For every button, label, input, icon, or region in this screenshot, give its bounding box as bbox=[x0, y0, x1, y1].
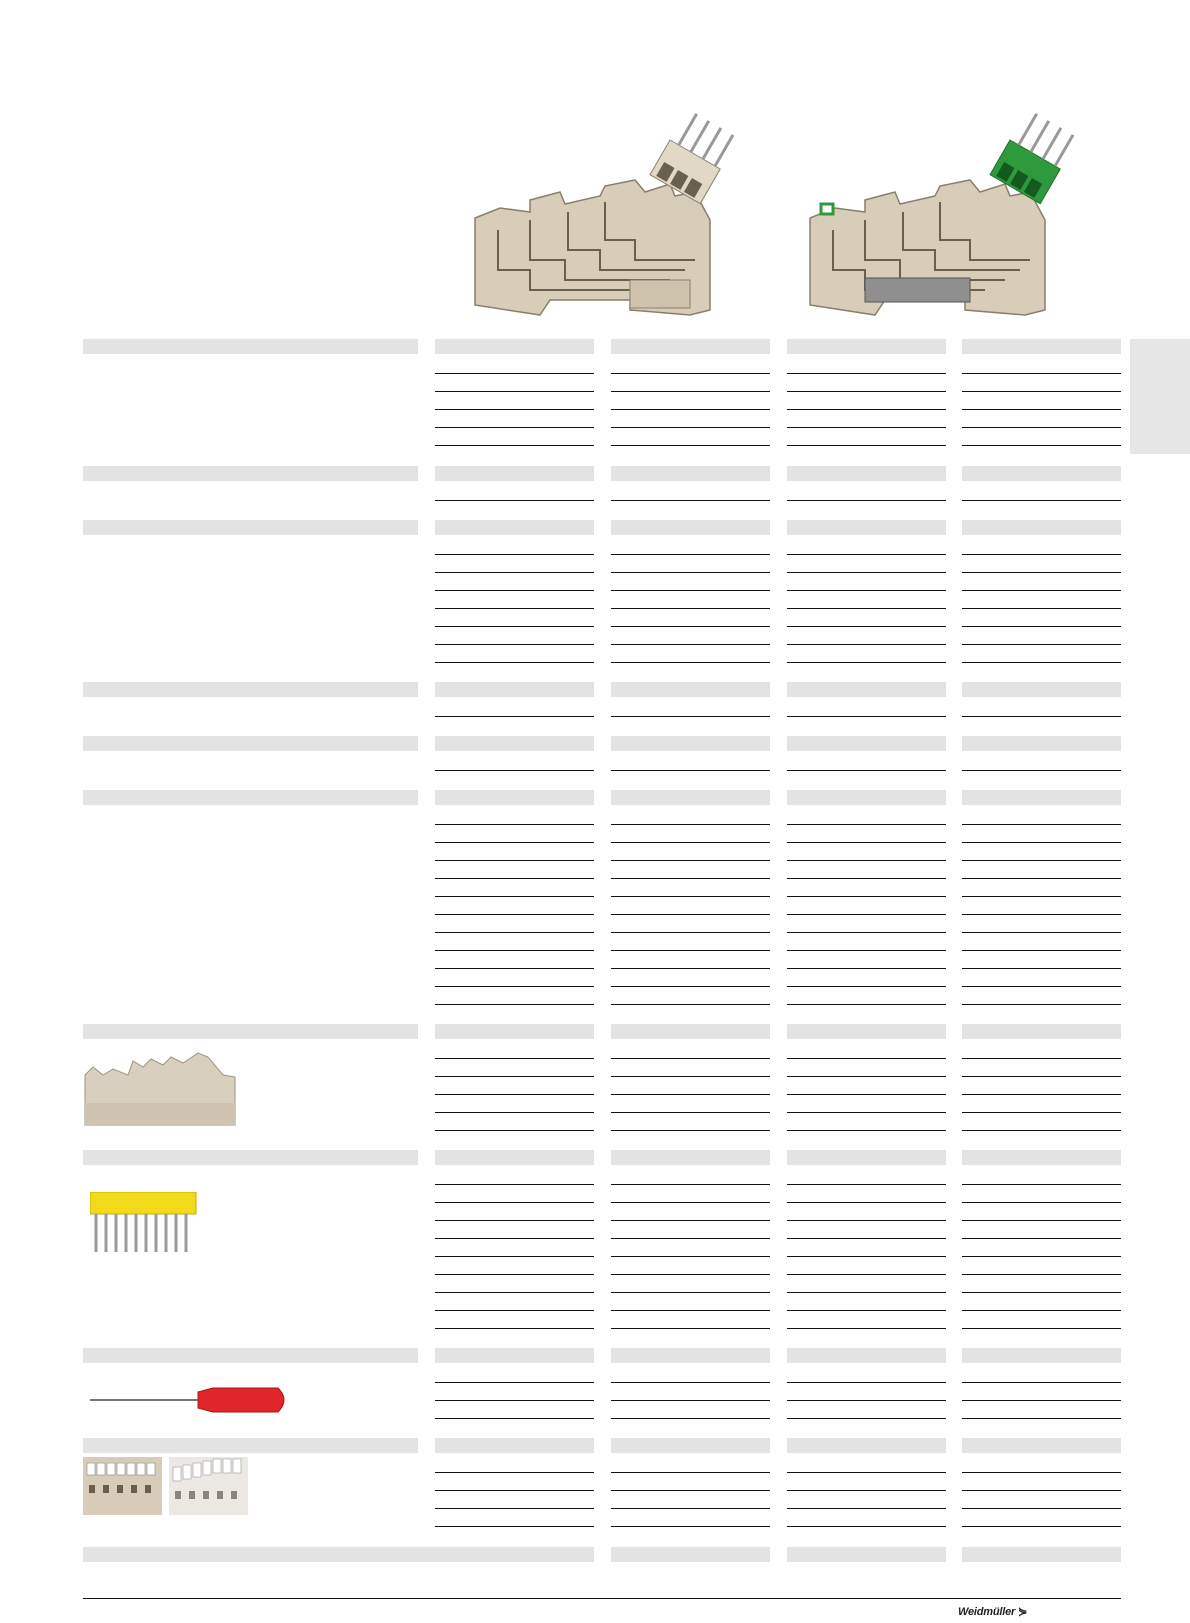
table-row-rule bbox=[962, 572, 1121, 573]
table-row-rule bbox=[435, 716, 594, 717]
table-row-rule bbox=[435, 860, 594, 861]
end-plate-image bbox=[83, 1045, 238, 1127]
table-row-rule bbox=[611, 1112, 770, 1113]
table-row-rule bbox=[611, 842, 770, 843]
table-row-rule bbox=[435, 427, 594, 428]
table-row-rule bbox=[435, 608, 594, 609]
table-row-rule bbox=[611, 1004, 770, 1005]
column-header-bar bbox=[787, 1547, 946, 1562]
table-row-rule bbox=[435, 572, 594, 573]
table-row-rule bbox=[787, 1256, 946, 1257]
table-row-rule bbox=[787, 1130, 946, 1131]
table-row-rule bbox=[611, 716, 770, 717]
table-row-rule bbox=[787, 1058, 946, 1059]
table-row-rule bbox=[435, 1382, 594, 1383]
section-header bbox=[83, 466, 418, 481]
table-row-rule bbox=[435, 914, 594, 915]
table-row-rule bbox=[435, 968, 594, 969]
table-row-rule bbox=[962, 626, 1121, 627]
column-header-bar bbox=[962, 682, 1121, 697]
brand-logo bbox=[958, 1605, 1027, 1618]
table-row-rule bbox=[787, 1292, 946, 1293]
table-row-rule bbox=[787, 842, 946, 843]
table-row-rule bbox=[787, 824, 946, 825]
table-row-rule bbox=[435, 445, 594, 446]
footer-rule bbox=[83, 1598, 1121, 1599]
table-row-rule bbox=[435, 1130, 594, 1131]
table-row-rule bbox=[611, 500, 770, 501]
table-row-rule bbox=[962, 1184, 1121, 1185]
table-row-rule bbox=[962, 1292, 1121, 1293]
table-row-rule bbox=[962, 373, 1121, 374]
product-image-beige-plug bbox=[470, 100, 760, 325]
table-row-rule bbox=[787, 644, 946, 645]
table-row-rule bbox=[611, 1184, 770, 1185]
table-row-rule bbox=[787, 500, 946, 501]
table-row-rule bbox=[787, 662, 946, 663]
column-header-bar bbox=[435, 1438, 594, 1453]
table-row-rule bbox=[435, 1472, 594, 1473]
column-header-bar bbox=[611, 1547, 770, 1562]
table-row-rule bbox=[435, 373, 594, 374]
table-row-rule bbox=[611, 1328, 770, 1329]
table-row-rule bbox=[787, 1526, 946, 1527]
table-row-rule bbox=[787, 590, 946, 591]
table-row-rule bbox=[962, 932, 1121, 933]
table-row-rule bbox=[611, 427, 770, 428]
table-row-rule bbox=[962, 391, 1121, 392]
table-row-rule bbox=[787, 1094, 946, 1095]
column-header-bar bbox=[435, 682, 594, 697]
table-row-rule bbox=[787, 1400, 946, 1401]
table-row-rule bbox=[611, 968, 770, 969]
table-row-rule bbox=[435, 770, 594, 771]
column-header-bar bbox=[435, 790, 594, 805]
table-row-rule bbox=[962, 1112, 1121, 1113]
table-row-rule bbox=[962, 1508, 1121, 1509]
table-row-rule bbox=[962, 968, 1121, 969]
column-header-bar bbox=[962, 520, 1121, 535]
table-row-rule bbox=[787, 1310, 946, 1311]
section-header bbox=[83, 520, 418, 535]
table-row-rule bbox=[787, 896, 946, 897]
table-row-rule bbox=[962, 914, 1121, 915]
table-row-rule bbox=[611, 824, 770, 825]
table-row-rule bbox=[787, 391, 946, 392]
table-row-rule bbox=[962, 662, 1121, 663]
table-row-rule bbox=[962, 1130, 1121, 1131]
table-row-rule bbox=[435, 626, 594, 627]
product-image-green-plug bbox=[805, 100, 1105, 325]
table-row-rule bbox=[611, 590, 770, 591]
table-row-rule bbox=[962, 950, 1121, 951]
table-row-rule bbox=[962, 716, 1121, 717]
table-row-rule bbox=[787, 373, 946, 374]
table-row-rule bbox=[962, 1274, 1121, 1275]
column-header-bar bbox=[435, 1348, 594, 1363]
table-row-rule bbox=[787, 770, 946, 771]
table-row-rule bbox=[435, 1526, 594, 1527]
table-row-rule bbox=[611, 608, 770, 609]
table-row-rule bbox=[611, 1202, 770, 1203]
column-header-bar bbox=[962, 466, 1121, 481]
table-row-rule bbox=[962, 1202, 1121, 1203]
column-header-bar bbox=[787, 520, 946, 535]
table-row-rule bbox=[787, 572, 946, 573]
table-row-rule bbox=[435, 1508, 594, 1509]
column-header-bar bbox=[962, 1547, 1121, 1562]
table-row-rule bbox=[787, 626, 946, 627]
table-row-rule bbox=[611, 950, 770, 951]
table-row-rule bbox=[962, 445, 1121, 446]
table-row-rule bbox=[435, 500, 594, 501]
table-row-rule bbox=[611, 770, 770, 771]
table-row-rule bbox=[962, 1058, 1121, 1059]
brand-logo-icon: ⋟ bbox=[1018, 1606, 1028, 1618]
screwdriver-image bbox=[88, 1380, 293, 1420]
table-row-rule bbox=[787, 1274, 946, 1275]
section-header bbox=[83, 790, 418, 805]
section-header bbox=[83, 1024, 418, 1039]
table-row-rule bbox=[787, 860, 946, 861]
table-row-rule bbox=[962, 500, 1121, 501]
brand-logo-text: Weidmüller bbox=[958, 1606, 1016, 1618]
table-row-rule bbox=[435, 878, 594, 879]
column-header-bar bbox=[787, 1348, 946, 1363]
table-row-rule bbox=[787, 1490, 946, 1491]
table-row-rule bbox=[962, 1004, 1121, 1005]
table-row-rule bbox=[435, 1256, 594, 1257]
side-tab bbox=[1130, 339, 1190, 454]
table-row-rule bbox=[787, 986, 946, 987]
table-row-rule bbox=[611, 1508, 770, 1509]
column-header-bar bbox=[787, 736, 946, 751]
table-row-rule bbox=[611, 445, 770, 446]
table-row-rule bbox=[435, 554, 594, 555]
column-header-bar bbox=[962, 736, 1121, 751]
table-row-rule bbox=[787, 1076, 946, 1077]
table-row-rule bbox=[435, 590, 594, 591]
marker-strips-image bbox=[83, 1457, 248, 1515]
table-row-rule bbox=[611, 626, 770, 627]
table-row-rule bbox=[611, 1418, 770, 1419]
column-header-bar bbox=[611, 736, 770, 751]
table-row-rule bbox=[787, 950, 946, 951]
section-header bbox=[83, 1348, 418, 1363]
table-row-rule bbox=[787, 968, 946, 969]
table-row-rule bbox=[962, 824, 1121, 825]
table-row-rule bbox=[611, 1076, 770, 1077]
table-row-rule bbox=[435, 409, 594, 410]
table-row-rule bbox=[962, 1526, 1121, 1527]
table-row-rule bbox=[962, 1382, 1121, 1383]
table-row-rule bbox=[611, 986, 770, 987]
table-row-rule bbox=[611, 373, 770, 374]
table-row-rule bbox=[611, 554, 770, 555]
column-header-bar bbox=[435, 1150, 594, 1165]
section-header bbox=[83, 339, 418, 354]
table-row-rule bbox=[435, 1238, 594, 1239]
table-row-rule bbox=[787, 1220, 946, 1221]
table-row-rule bbox=[962, 1418, 1121, 1419]
column-header-bar bbox=[787, 790, 946, 805]
table-row-rule bbox=[611, 1526, 770, 1527]
table-row-rule bbox=[962, 554, 1121, 555]
table-row-rule bbox=[787, 1112, 946, 1113]
table-row-rule bbox=[787, 716, 946, 717]
table-row-rule bbox=[435, 1094, 594, 1095]
table-row-rule bbox=[962, 1310, 1121, 1311]
column-header-bar bbox=[611, 1024, 770, 1039]
table-row-rule bbox=[435, 932, 594, 933]
table-row-rule bbox=[787, 445, 946, 446]
column-header-bar bbox=[435, 339, 594, 354]
table-row-rule bbox=[962, 896, 1121, 897]
table-row-rule bbox=[787, 1004, 946, 1005]
table-row-rule bbox=[435, 1310, 594, 1311]
table-row-rule bbox=[611, 1094, 770, 1095]
table-row-rule bbox=[962, 986, 1121, 987]
cross-connector-image bbox=[90, 1192, 200, 1254]
table-row-rule bbox=[962, 590, 1121, 591]
table-row-rule bbox=[611, 1382, 770, 1383]
table-row-rule bbox=[611, 1220, 770, 1221]
table-row-rule bbox=[611, 409, 770, 410]
column-header-bar bbox=[611, 520, 770, 535]
table-row-rule bbox=[962, 1490, 1121, 1491]
column-header-bar bbox=[787, 1150, 946, 1165]
table-row-rule bbox=[435, 1418, 594, 1419]
table-row-rule bbox=[435, 1292, 594, 1293]
table-row-rule bbox=[787, 932, 946, 933]
column-header-bar bbox=[611, 682, 770, 697]
column-header-bar bbox=[962, 1348, 1121, 1363]
column-header-bar bbox=[787, 1438, 946, 1453]
column-header-bar bbox=[611, 1438, 770, 1453]
table-row-rule bbox=[962, 1076, 1121, 1077]
column-header-bar bbox=[611, 1150, 770, 1165]
table-row-rule bbox=[962, 644, 1121, 645]
table-row-rule bbox=[435, 1076, 594, 1077]
table-row-rule bbox=[435, 950, 594, 951]
table-row-rule bbox=[787, 1184, 946, 1185]
column-header-bar bbox=[435, 1024, 594, 1039]
column-header-bar bbox=[962, 1024, 1121, 1039]
table-row-rule bbox=[611, 1130, 770, 1131]
column-header-bar bbox=[787, 1024, 946, 1039]
table-row-rule bbox=[787, 1472, 946, 1473]
column-header-bar bbox=[435, 520, 594, 535]
table-row-rule bbox=[787, 1508, 946, 1509]
table-row-rule bbox=[435, 986, 594, 987]
column-header-bar bbox=[962, 339, 1121, 354]
table-row-rule bbox=[962, 1400, 1121, 1401]
column-header-bar bbox=[787, 466, 946, 481]
table-row-rule bbox=[962, 878, 1121, 879]
table-row-rule bbox=[435, 662, 594, 663]
column-header-bar bbox=[611, 339, 770, 354]
section-header bbox=[83, 736, 418, 751]
table-row-rule bbox=[787, 1238, 946, 1239]
table-row-rule bbox=[962, 842, 1121, 843]
table-row-rule bbox=[962, 1328, 1121, 1329]
table-row-rule bbox=[435, 1490, 594, 1491]
table-row-rule bbox=[611, 1274, 770, 1275]
table-row-rule bbox=[962, 860, 1121, 861]
table-row-rule bbox=[435, 644, 594, 645]
section-header bbox=[83, 1150, 418, 1165]
table-row-rule bbox=[435, 1058, 594, 1059]
table-row-rule bbox=[962, 770, 1121, 771]
column-header-bar bbox=[787, 339, 946, 354]
column-header-bar bbox=[962, 1150, 1121, 1165]
table-row-rule bbox=[435, 842, 594, 843]
table-row-rule bbox=[435, 824, 594, 825]
table-row-rule bbox=[611, 644, 770, 645]
table-row-rule bbox=[962, 409, 1121, 410]
column-header-bar bbox=[787, 682, 946, 697]
column-header-bar bbox=[611, 1348, 770, 1363]
table-row-rule bbox=[611, 860, 770, 861]
table-row-rule bbox=[787, 1328, 946, 1329]
table-row-rule bbox=[611, 1256, 770, 1257]
column-header-bar bbox=[435, 736, 594, 751]
table-row-rule bbox=[787, 409, 946, 410]
table-row-rule bbox=[435, 1184, 594, 1185]
column-header-bar bbox=[435, 466, 594, 481]
table-row-rule bbox=[962, 608, 1121, 609]
section-header-wide bbox=[83, 1547, 594, 1562]
column-header-bar bbox=[611, 466, 770, 481]
table-row-rule bbox=[962, 1220, 1121, 1221]
table-row-rule bbox=[611, 1490, 770, 1491]
table-row-rule bbox=[435, 896, 594, 897]
table-row-rule bbox=[611, 878, 770, 879]
table-row-rule bbox=[787, 608, 946, 609]
table-row-rule bbox=[787, 878, 946, 879]
table-row-rule bbox=[611, 662, 770, 663]
section-header bbox=[83, 1438, 418, 1453]
table-row-rule bbox=[962, 1256, 1121, 1257]
table-row-rule bbox=[611, 932, 770, 933]
table-row-rule bbox=[787, 914, 946, 915]
table-row-rule bbox=[435, 1274, 594, 1275]
table-row-rule bbox=[611, 1238, 770, 1239]
table-row-rule bbox=[435, 1400, 594, 1401]
table-row-rule bbox=[787, 427, 946, 428]
table-row-rule bbox=[611, 1472, 770, 1473]
table-row-rule bbox=[787, 1202, 946, 1203]
table-row-rule bbox=[611, 896, 770, 897]
table-row-rule bbox=[962, 1094, 1121, 1095]
table-row-rule bbox=[611, 1400, 770, 1401]
table-row-rule bbox=[611, 391, 770, 392]
table-row-rule bbox=[611, 572, 770, 573]
table-row-rule bbox=[787, 1418, 946, 1419]
table-row-rule bbox=[787, 554, 946, 555]
table-row-rule bbox=[435, 391, 594, 392]
column-header-bar bbox=[962, 790, 1121, 805]
table-row-rule bbox=[962, 427, 1121, 428]
column-header-bar bbox=[611, 790, 770, 805]
table-row-rule bbox=[435, 1112, 594, 1113]
section-header bbox=[83, 682, 418, 697]
table-row-rule bbox=[435, 1202, 594, 1203]
table-row-rule bbox=[435, 1328, 594, 1329]
table-row-rule bbox=[962, 1472, 1121, 1473]
table-row-rule bbox=[787, 1382, 946, 1383]
column-header-bar bbox=[962, 1438, 1121, 1453]
table-row-rule bbox=[435, 1220, 594, 1221]
table-row-rule bbox=[611, 1292, 770, 1293]
table-row-rule bbox=[611, 1310, 770, 1311]
table-row-rule bbox=[611, 1058, 770, 1059]
table-row-rule bbox=[611, 914, 770, 915]
table-row-rule bbox=[435, 1004, 594, 1005]
table-row-rule bbox=[962, 1238, 1121, 1239]
